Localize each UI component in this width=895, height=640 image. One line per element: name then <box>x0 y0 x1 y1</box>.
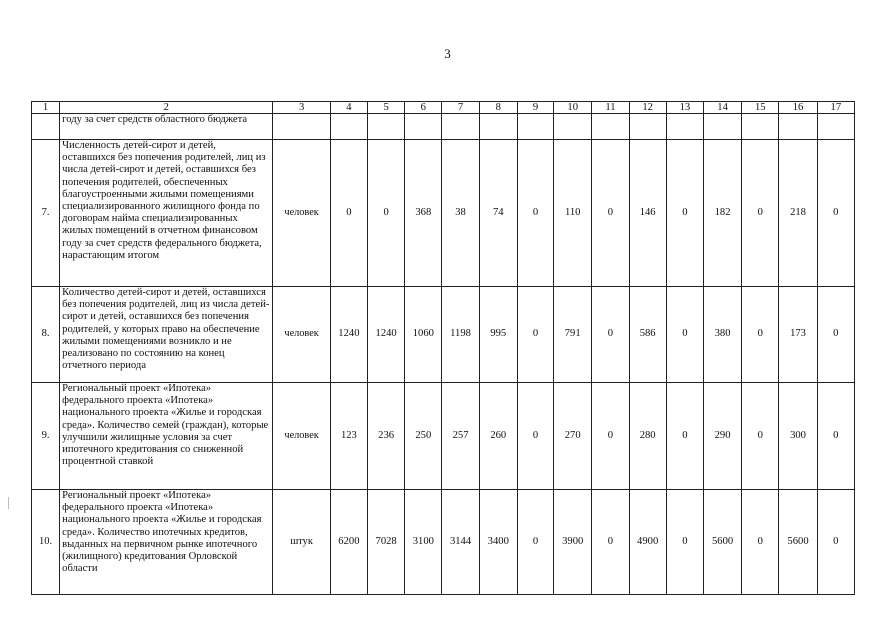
value-cell: 5600 <box>703 490 741 595</box>
column-number-header: 11 <box>592 102 629 114</box>
value-cell: 0 <box>666 287 703 383</box>
value-cell: 74 <box>479 140 517 287</box>
value-cell: 0 <box>742 287 779 383</box>
value-cell <box>592 114 629 140</box>
value-cell: 0 <box>592 140 629 287</box>
value-cell: 182 <box>703 140 741 287</box>
value-cell: 380 <box>703 287 741 383</box>
column-number-header: 9 <box>517 102 553 114</box>
table-row <box>32 287 855 383</box>
value-cell <box>779 114 817 140</box>
value-cell: 0 <box>817 383 854 490</box>
row-number-cell: 7. <box>32 140 60 287</box>
row-description-cell: Количество детей-сирот и детей, оставшихся без попечения родителей, лиц из числа детей-сирот и детей, оставшихся без попечения родителей, у которых право на обеспечение жилыми помещениями возникло и не реализовано по состоянию на конец отчетного периода <box>60 287 273 383</box>
value-cell: 300 <box>779 383 817 490</box>
value-cell: 146 <box>629 140 666 287</box>
value-cell: 290 <box>703 383 741 490</box>
value-cell: 0 <box>742 383 779 490</box>
value-cell: 270 <box>554 383 592 490</box>
page-number: 3 <box>444 46 451 61</box>
value-cell: 4900 <box>629 490 666 595</box>
value-cell <box>629 114 666 140</box>
value-cell: 257 <box>442 383 479 490</box>
table-header-row <box>32 102 855 114</box>
value-cell: 173 <box>779 287 817 383</box>
table-row <box>32 383 855 490</box>
value-cell: 3144 <box>442 490 479 595</box>
value-cell: 0 <box>330 140 367 287</box>
row-number-cell: 9. <box>32 383 60 490</box>
row-number-cell <box>32 114 60 140</box>
value-cell: 0 <box>592 383 629 490</box>
value-cell: 1240 <box>330 287 367 383</box>
column-number-header: 6 <box>405 102 442 114</box>
column-number-header: 17 <box>817 102 854 114</box>
value-cell: 0 <box>817 490 854 595</box>
column-number-header: 5 <box>368 102 405 114</box>
column-number-header: 13 <box>666 102 703 114</box>
value-cell: 6200 <box>330 490 367 595</box>
value-cell <box>479 114 517 140</box>
column-number-header: 15 <box>742 102 779 114</box>
indicators-table <box>31 101 855 595</box>
value-cell: 123 <box>330 383 367 490</box>
row-description-cell: году за счет средств областного бюджета <box>60 114 273 140</box>
value-cell: 3100 <box>405 490 442 595</box>
column-number-header: 8 <box>479 102 517 114</box>
value-cell: 0 <box>742 490 779 595</box>
column-number-header: 12 <box>629 102 666 114</box>
margin-mark <box>8 497 9 509</box>
unit-cell <box>273 114 330 140</box>
unit-cell: штук <box>273 490 330 595</box>
value-cell: 0 <box>666 140 703 287</box>
value-cell: 0 <box>592 490 629 595</box>
value-cell: 3400 <box>479 490 517 595</box>
value-cell: 791 <box>554 287 592 383</box>
unit-cell: человек <box>273 383 330 490</box>
value-cell: 0 <box>517 490 553 595</box>
value-cell: 1198 <box>442 287 479 383</box>
column-number-header: 2 <box>60 102 273 114</box>
value-cell: 0 <box>517 140 553 287</box>
value-cell: 0 <box>742 140 779 287</box>
column-number-header: 14 <box>703 102 741 114</box>
row-description-cell: Региональный проект «Ипотека» федерального проекта «Ипотека» национального проекта «Жилье и городская среда». Количество ипотечных кредитов, выданных на первичном рынке ипотечного (жилищного) кредитования Орловской области <box>60 490 273 595</box>
value-cell: 5600 <box>779 490 817 595</box>
unit-cell: человек <box>273 287 330 383</box>
value-cell: 280 <box>629 383 666 490</box>
value-cell: 218 <box>779 140 817 287</box>
column-number-header: 4 <box>330 102 367 114</box>
value-cell: 3900 <box>554 490 592 595</box>
table-row <box>32 140 855 287</box>
value-cell: 0 <box>517 287 553 383</box>
column-number-header: 16 <box>779 102 817 114</box>
value-cell: 0 <box>592 287 629 383</box>
value-cell: 110 <box>554 140 592 287</box>
value-cell: 0 <box>666 490 703 595</box>
value-cell <box>703 114 741 140</box>
value-cell: 0 <box>817 287 854 383</box>
row-number-cell: 8. <box>32 287 60 383</box>
value-cell: 7028 <box>368 490 405 595</box>
column-number-header: 3 <box>273 102 330 114</box>
table-row-continuation <box>32 114 855 140</box>
value-cell <box>666 114 703 140</box>
value-cell: 0 <box>666 383 703 490</box>
value-cell <box>517 114 553 140</box>
value-cell: 250 <box>405 383 442 490</box>
value-cell <box>368 114 405 140</box>
row-description-cell: Региональный проект «Ипотека» федерального проекта «Ипотека» национального проекта «Жилье и городская среда». Количество семей (граждан), которые улучшили жилищные условия за счет ипотечного кредитования со сниженной процентной ставкой <box>60 383 273 490</box>
row-number-cell: 10. <box>32 490 60 595</box>
column-number-header: 10 <box>554 102 592 114</box>
value-cell: 995 <box>479 287 517 383</box>
value-cell <box>554 114 592 140</box>
value-cell: 236 <box>368 383 405 490</box>
column-number-header: 7 <box>442 102 479 114</box>
value-cell: 0 <box>817 140 854 287</box>
value-cell <box>330 114 367 140</box>
unit-cell: человек <box>273 140 330 287</box>
column-number-header: 1 <box>32 102 60 114</box>
value-cell: 1060 <box>405 287 442 383</box>
table-row <box>32 490 855 595</box>
value-cell: 586 <box>629 287 666 383</box>
value-cell: 0 <box>517 383 553 490</box>
row-description-cell: Численность детей-сирот и детей, оставшихся без попечения родителей, лиц из числа детей-сирот и детей, оставшихся без попечения родителей, обеспеченных благоустроенными жилыми помещениями специализированного жилищного фонда по договорам найма специализированных жилых помещений в отчетном финансовом году за счет средств федерального бюджета, нарастающим итогом <box>60 140 273 287</box>
value-cell: 38 <box>442 140 479 287</box>
value-cell: 260 <box>479 383 517 490</box>
value-cell <box>817 114 854 140</box>
value-cell: 0 <box>368 140 405 287</box>
value-cell <box>405 114 442 140</box>
value-cell <box>442 114 479 140</box>
value-cell: 1240 <box>368 287 405 383</box>
value-cell: 368 <box>405 140 442 287</box>
value-cell <box>742 114 779 140</box>
